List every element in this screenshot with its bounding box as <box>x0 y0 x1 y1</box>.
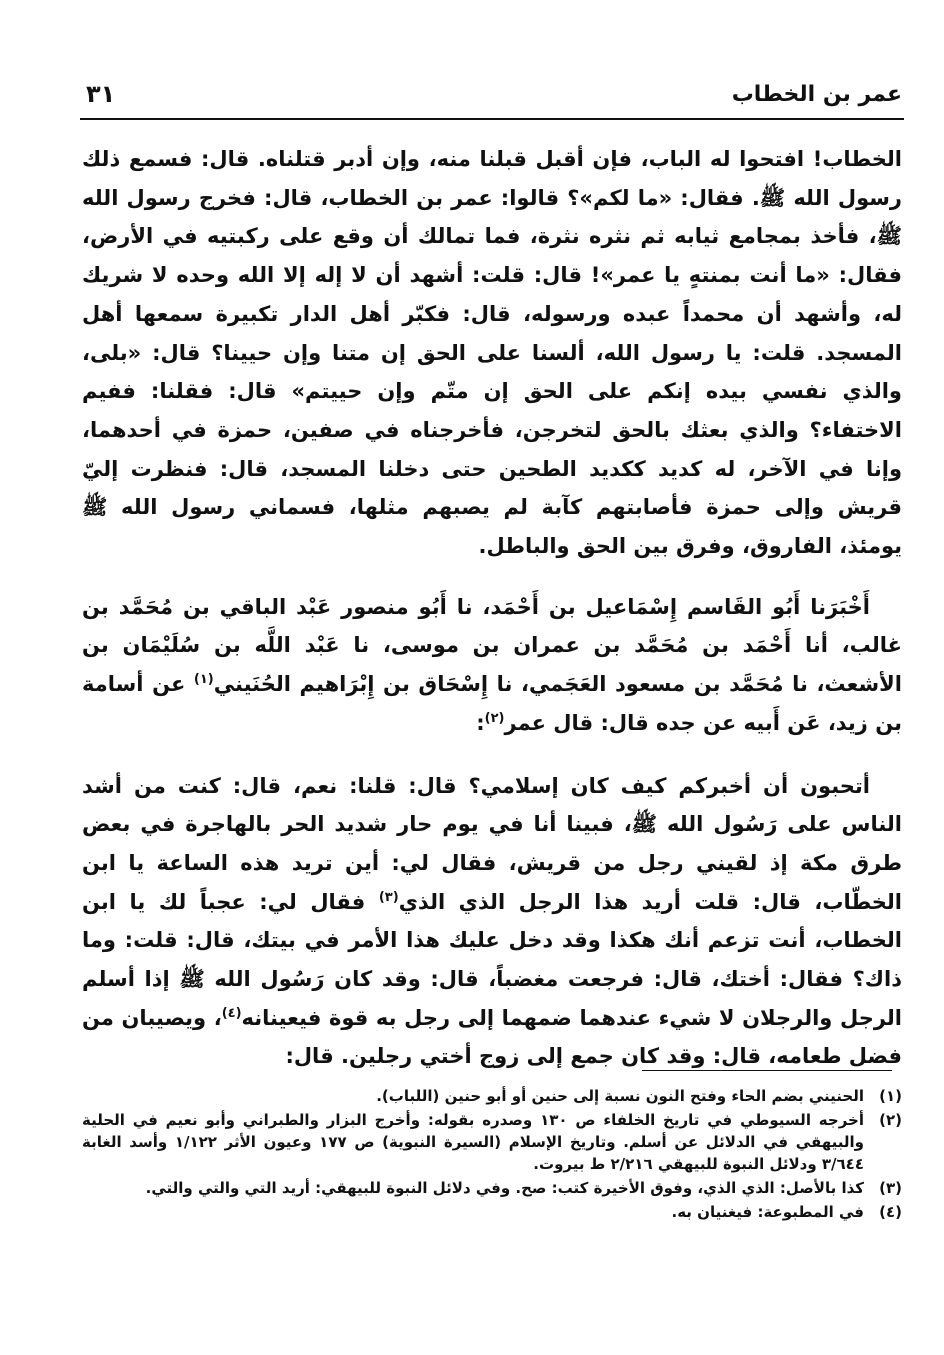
footnote-number: (٢) <box>879 1111 902 1129</box>
paragraph-2-text-b: عن أسامة بن زيد، عَن أَبيه عن جده قال: قال عمر <box>82 672 902 735</box>
footnote-ref-1: (١) <box>193 672 214 688</box>
paragraph-3-text-c: ، ويصيبان من فضل طعامه، قال: وقد كان جمع إلى زوج أختي رجلين. قال: <box>82 1005 902 1069</box>
footnote-text: في المطبوعة: فيغنيان به. <box>671 1203 864 1221</box>
footnote-text: كذا بالأصل: الذي الذي، وفوق الأخيرة كتب: صح. وفي دلائل النبوة للبيهقي: أريد التي والتي والتي. <box>145 1179 864 1197</box>
footnote-divider <box>642 1070 892 1071</box>
paragraph-3 <box>82 767 902 1077</box>
footnote-text: الحنيني بضم الحاء وفتح النون نسبة إلى حنين أو أبو حنين (اللباب). <box>376 1087 864 1105</box>
page-number: ٣١ <box>86 80 116 108</box>
footnote-number: (٤) <box>879 1203 902 1221</box>
paragraph-2-isnad <box>82 588 902 743</box>
footnote-text: أخرجه السيوطي في تاريخ الخلفاء ص ١٣٠ وصدره بقوله: وأخرج البزار والطبراني وأبو نعيم في الحلية والبيهقي في الدلائل عن أسلم. وتاريخ الإسلام (السيرة النبوية) ص ١٧٧ وعيون الأثر ١/١٢٢ وأسد الغابة ٣/٦٤٤ ودلائل النبوة للبيهقي ٢/٢١٦ ط بيروت. <box>82 1111 864 1173</box>
paragraph-2-lead-word: أَخْبَرَنا <box>810 594 870 619</box>
page-header <box>82 78 902 114</box>
paragraph-2-text-a: أَبُو القَاسم إِسْمَاعيل بن أَحْمَد، نا أَبُو منصور عَبْد الباقي بن مُحَمَّد بن غالب، أنا أَحْمَد بن مُحَمَّد بن عمران بن موسى، نا عَبْد اللَّه بن سُلَيْمَان بن الأشعث، نا مُحَمَّد بن مسعود العَجَمي، نا إِسْحَاق بن إِبْرَاهيم الحُنَيني <box>82 594 902 697</box>
paragraph-3-text-b: فقال لي: عجباً لك يا ابن الخطاب، أنت تزعم أنك هكذا وقد دخل عليك هذا الأمر في بيتك، قال: قلت: وما ذاك؟ فقال: أختك، قال: فرجعت مغضباً، قال: وقد كان رَسُول الله ﷺ إذا أسلم الرجل والرجلان لا شيء عندهما ضمهما إلى رجل به قوة فيعينانه <box>82 889 902 1030</box>
paragraph-2-text-c: : <box>476 710 485 735</box>
main-text <box>82 140 902 1076</box>
paragraph-1: الخطاب! افتحوا له الباب، فإن أقبل قبلنا منه، وإن أدبر قتلناه. قال: فسمع ذلك رسول الله ﷺ. فقال: «ما لكم»؟ قالوا: عمر بن الخطاب، قال: فخرج رسول الله ﷺ، فأخذ بمجامع ثيابه ثم نثره نثرة، فما تمالك أن وقع على ركبتيه في الأرض، فقال: «ما أنت بمنتهٍ يا عمر»! قال: قلت: أشهد أن لا إله إلا الله وحده لا شريك له، وأشهد أن محمداً عبده ورسوله، قال: فكبّر أهل الدار تكبيرة سمعها أهل المسجد. قلت: يا رسول الله، ألسنا على الحق إن متنا وإن حيينا؟ قال: «بلى، والذي نفسي بيده إنكم على الحق إن متّم وإن حييتم» قال: فقلنا: ففيم الاختفاء؟ والذي بعثك بالحق لتخرجن، فأخرجناه في صفين، حمزة في أحدهما، وإنا في الآخر، له كديد ككديد الطحين حتى دخلنا المسجد، قال: فنظرت إليّ قريش وإلى حمزة فأصابتهم كآبة لم يصبهم مثلها، فسماني رسول الله ﷺ يومئذ، الفاروق، وفرق بين الحق والباطل. <box>82 147 902 559</box>
footnote-ref-4: (٤) <box>221 1005 242 1021</box>
footnote-1 <box>82 1085 902 1107</box>
footnote-ref-2: (٢) <box>484 710 505 726</box>
header-divider <box>80 118 904 120</box>
running-title: عمر بن الخطاب <box>731 82 902 107</box>
footnote-number: (٣) <box>879 1179 902 1197</box>
paragraph-3-text-a: أتحبون أن أخبركم كيف كان إسلامي؟ قال: قلنا: نعم، قال: كنت من أشد الناس على رَسُول الله ﷺ، فبينا أنا في يوم حار شديد الحر بالهاجرة في بعض طرق مكة إذ لقيني رجل من قريش، فقال لي: أين تريد هذه الساعة يا ابن الخطّاب، قال: قلت أريد هذا الرجل الذي الذي <box>82 773 903 914</box>
footnote-3 <box>82 1177 902 1199</box>
footnote-2 <box>82 1109 902 1175</box>
footnotes <box>82 1085 902 1225</box>
footnote-4 <box>82 1201 902 1223</box>
footnote-ref-3: (٣) <box>378 889 399 905</box>
footnote-number: (١) <box>879 1087 902 1105</box>
